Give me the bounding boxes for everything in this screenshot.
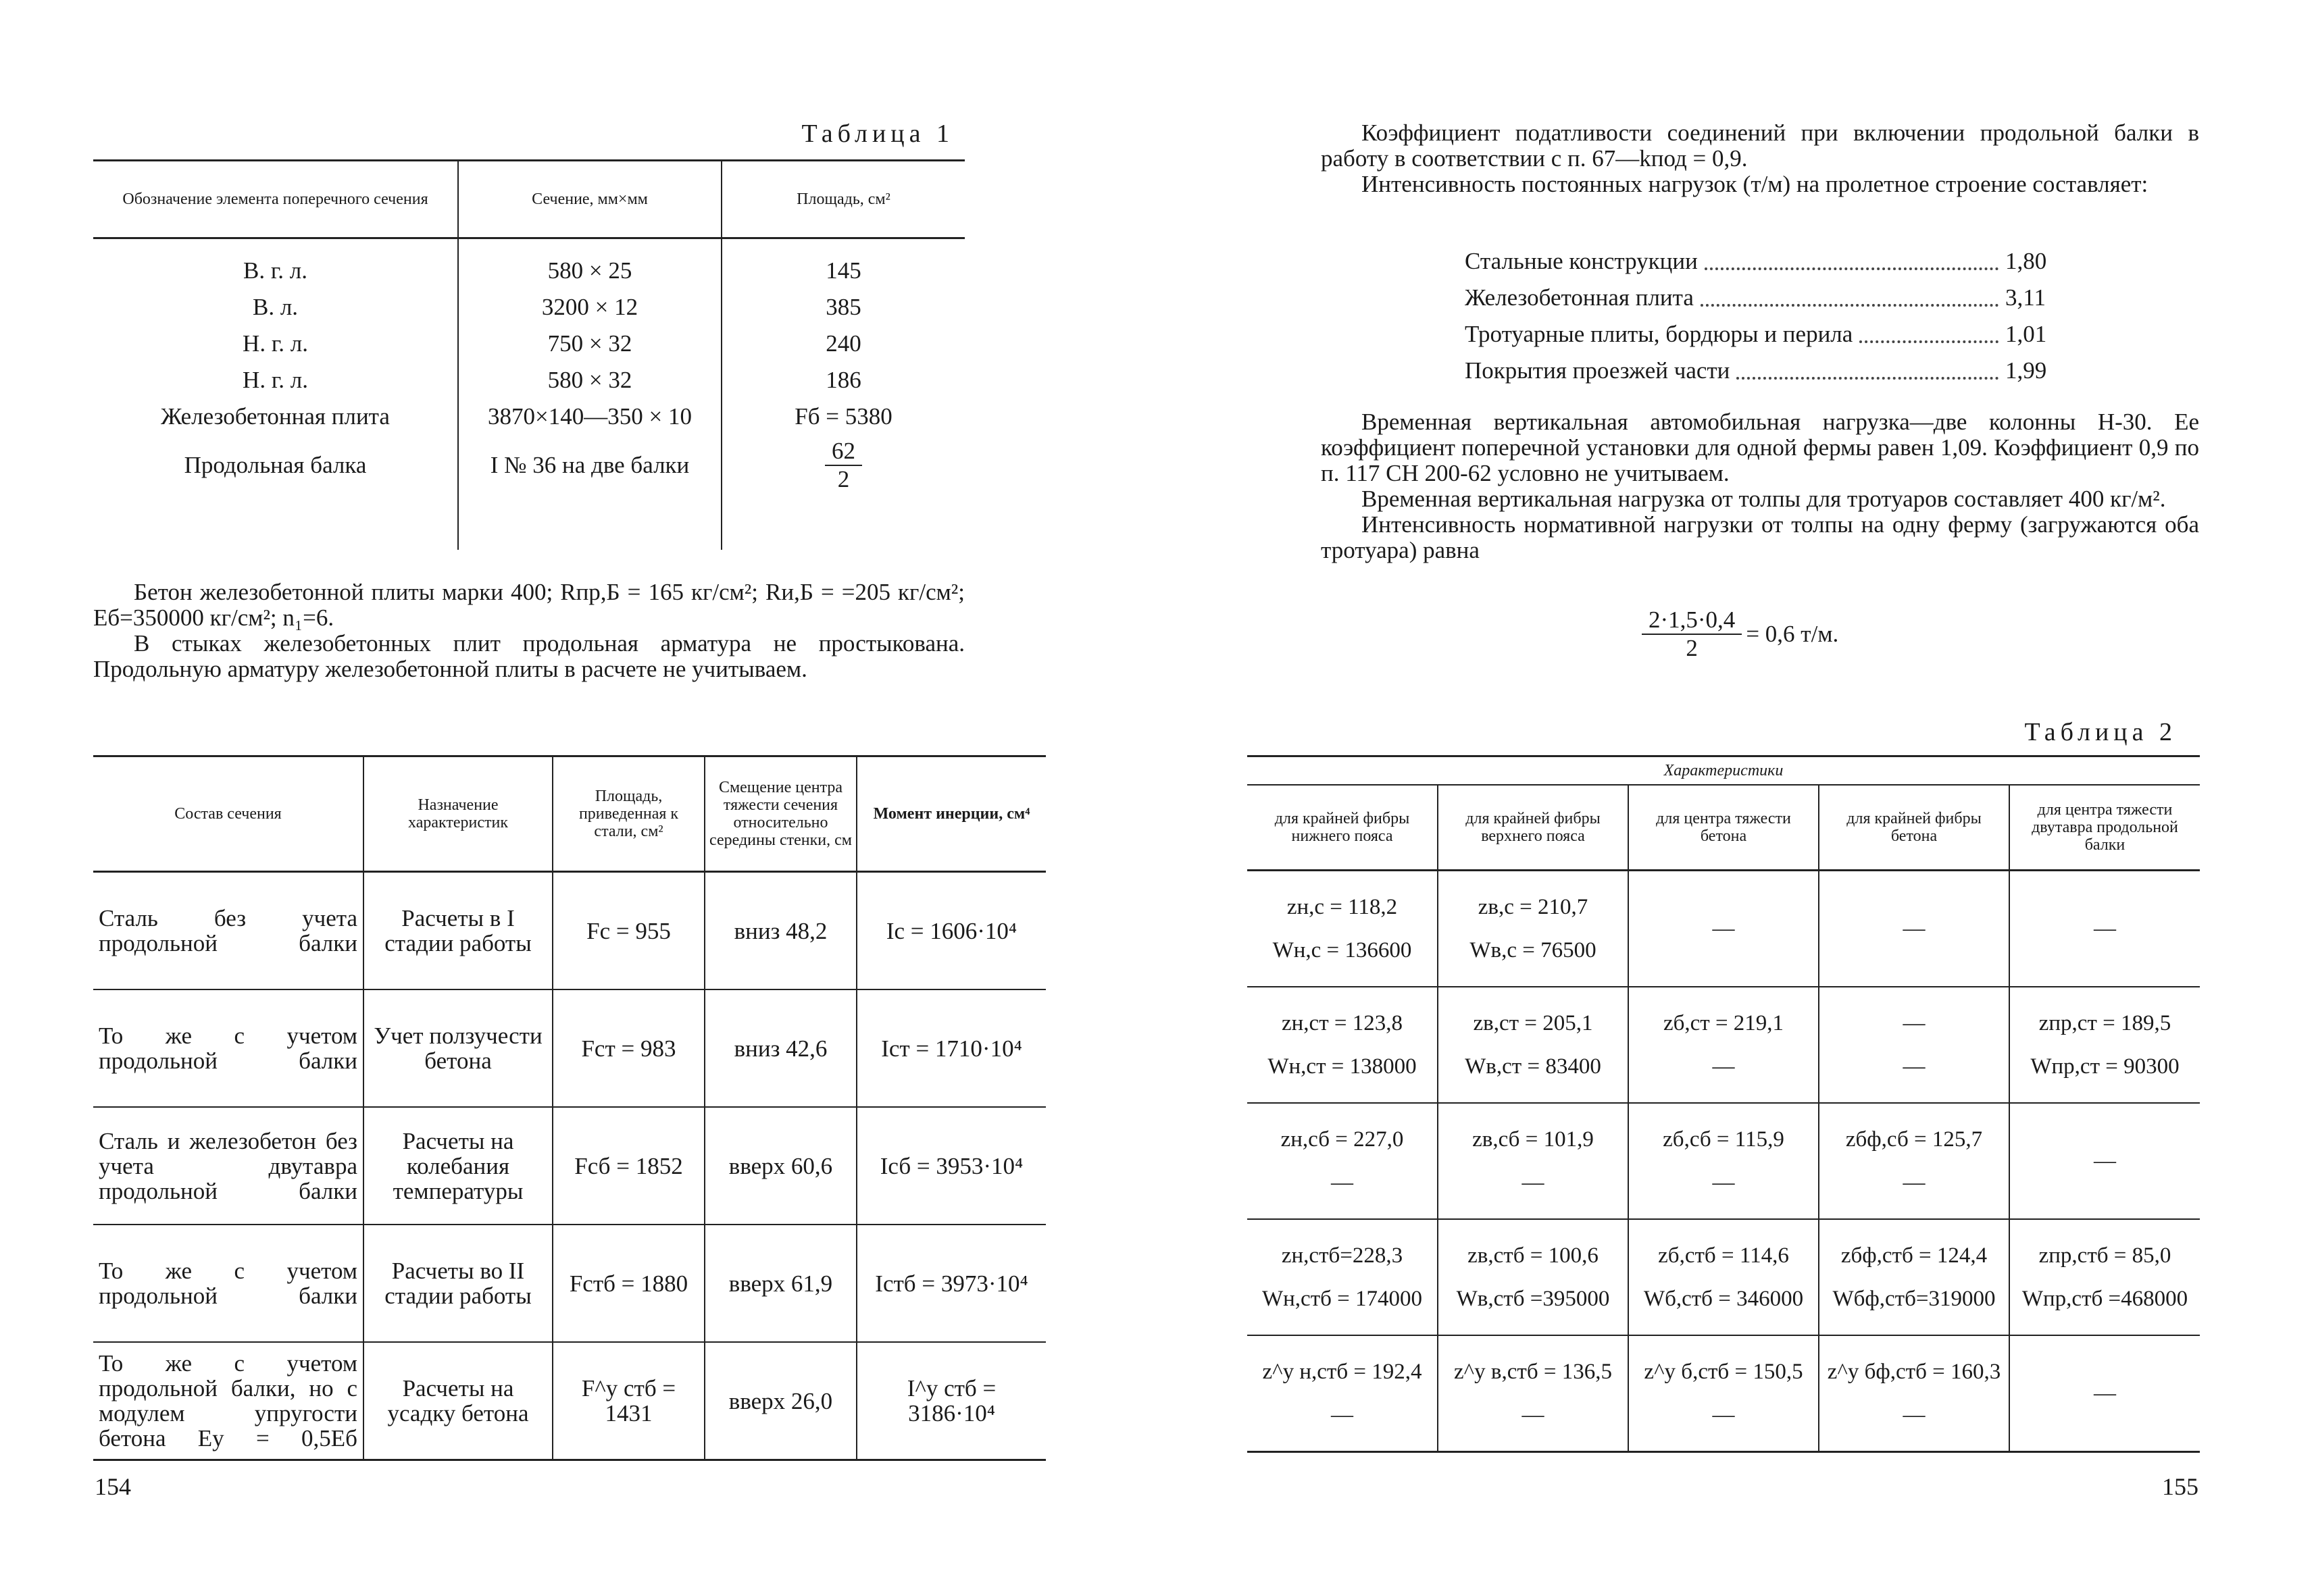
table-cell: zпр,ст = 189,5 Wпр,ст = 90300: [2009, 987, 2200, 1103]
left-text-block: [93, 580, 965, 682]
table-cell: Расчеты в I стадии работы: [363, 872, 553, 990]
table-cell: —: [1819, 871, 2009, 987]
table-cell: Сталь и железобетон без учета двутавра продольной балки: [99, 1127, 357, 1204]
table-cell: Расчеты во II стадии работы: [363, 1225, 553, 1342]
table-cell: zн,сб = 227,0 —: [1280, 1127, 1404, 1195]
table-cell: 186: [722, 362, 965, 398]
table-cell: Iстб = 3973·10⁴: [857, 1225, 1046, 1342]
right-text-block-top: [1321, 120, 2199, 197]
table-cell: Iсб = 3953·10⁴: [857, 1107, 1046, 1225]
table-cell: zб,стб = 114,6 Wб,стб = 346000: [1628, 1219, 1819, 1335]
table-cell: —: [1628, 871, 1819, 987]
table-cell: Iс = 1606·10⁴: [857, 872, 1046, 990]
table-section-properties: [93, 755, 1046, 1461]
table-row: [93, 435, 965, 496]
table1-caption: Таблица 1: [801, 120, 954, 148]
paragraph: Временная вертикальная нагрузка от толпы для тротуаров составляет 400 кг/м².: [1361, 486, 2166, 512]
table-row: [93, 1342, 1046, 1460]
paragraph: Бетон железобетонной плиты марки 400; Rпр,Б = 165 кг/см²; Rи,Б = =205 кг/см²; Еб=350000 кг/см²; n₁=6.: [93, 579, 965, 631]
table-cell: zв,ст = 205,1 Wв,ст = 83400: [1438, 987, 1628, 1103]
table-row: [93, 253, 965, 289]
table-cell: zбф,сб = 125,7 —: [1819, 1103, 2009, 1219]
table3-header: для центра тяжести двутавра продольной балки: [2009, 785, 2200, 871]
table-cell: z^у бф,стб = 160,3 —: [1819, 1335, 2009, 1452]
table-cell: —: [2009, 1335, 2200, 1452]
table-cell: zв,стб = 100,6 Wв,стб =395000: [1438, 1219, 1628, 1335]
table3-header-row: [1247, 785, 2200, 871]
dead-load-list: [1465, 243, 2053, 389]
page-number-right: 155: [2162, 1473, 2198, 1500]
table-row: [1247, 1335, 2200, 1452]
table-cell: [722, 435, 965, 496]
table-cell: —: [2009, 871, 2200, 987]
table-cell: 240: [722, 326, 965, 362]
table-cell: То же с учетом продольной балки: [99, 1023, 357, 1074]
table1: [93, 159, 965, 550]
table3-header: для крайней фибры нижнего пояса: [1274, 810, 1410, 845]
table-cell: z^у н,стб = 192,4 —: [1262, 1360, 1422, 1427]
table-cell: 580 × 32: [458, 362, 722, 398]
table2-header: Момент инерции, см⁴: [857, 756, 1046, 872]
table1-header: Обозначение элемента поперечного сечения: [122, 190, 428, 208]
table-cell: Сталь без учета продольной балки: [99, 905, 357, 956]
table-row: [93, 362, 965, 398]
table-cell: —: [2009, 1103, 2200, 1219]
table-cell: — —: [1819, 987, 2009, 1103]
table-cell: Fст = 983: [553, 989, 705, 1107]
table3-header: для крайней фибры бетона: [1819, 785, 2009, 871]
table-row: [1247, 1103, 2200, 1219]
table-cell: 385: [722, 289, 965, 326]
table-cell: Fсб = 1852: [553, 1107, 705, 1225]
table-cell: zн,стб=228,3 Wн,стб = 174000: [1261, 1243, 1423, 1311]
table1-header: Площадь, см²: [722, 161, 965, 238]
table3-header: для центра тяжести бетона: [1628, 785, 1819, 871]
table-row: [93, 1107, 1046, 1225]
table-cell: вверх 26,0: [705, 1342, 857, 1460]
list-item: Железобетонная плита 3,11: [1465, 280, 2053, 316]
table-row: [93, 1225, 1046, 1342]
table-cell: 3870×140—350 × 10: [458, 398, 722, 435]
table-row: [93, 289, 965, 326]
table-cell: 580 × 25: [458, 253, 722, 289]
paragraph: Коэффициент податливости соединений при включении продольной балки в работу в соответствии с п. 67—kпод = 0,9.: [1321, 120, 2199, 172]
table-cell: 3200 × 12: [458, 289, 722, 326]
table2-header: Назначение характеристик: [363, 756, 553, 872]
table-cell: I^у стб = 3186·10⁴: [857, 1342, 1046, 1460]
table-cell: вверх 60,6: [705, 1107, 857, 1225]
table1-header-row: [93, 161, 965, 238]
table-cell: вниз 42,6: [705, 989, 857, 1107]
table-cell: zбф,стб = 124,4 Wбф,стб=319000: [1819, 1219, 2009, 1335]
page-number-left: 154: [95, 1473, 131, 1500]
paragraph: В стыках железобетонных плит продольная арматура не простыкована. Продольную арматуру железобетонной плиты в расчете не учитываем.: [93, 630, 965, 682]
table-row: [93, 872, 1046, 990]
table-cell: Iст = 1710·10⁴: [857, 989, 1046, 1107]
table-characteristics: [1247, 755, 2200, 1453]
table-cell: z^у в,стб = 136,5 —: [1438, 1335, 1628, 1452]
table-cell: 145: [722, 253, 965, 289]
right-text-block-middle: [1321, 409, 2199, 563]
group-header: Характеристики: [1663, 762, 1784, 779]
paragraph: Интенсивность постоянных нагрузок (т/м) на пролетное строение составляет:: [1361, 171, 2148, 197]
table2-header: Состав сечения: [174, 805, 282, 823]
table-cell: Н. г. л.: [243, 330, 308, 357]
fraction: $\frac{62}{2}$: [825, 438, 862, 493]
table-cell: zн,с = 118,2 Wн,с = 136600: [1272, 895, 1412, 962]
table-cell: Расчеты на колебания температуры: [363, 1107, 553, 1225]
table-cell: zб,ст = 219,1 —: [1628, 987, 1819, 1103]
table-cell: Fб = 5380: [722, 398, 965, 435]
table-cell: Fс = 955: [553, 872, 705, 990]
list-item: Тротуарные плиты, бордюры и перила 1,01: [1465, 316, 2053, 353]
table3-header: для крайней фибры верхнего пояса: [1438, 785, 1628, 871]
table-cell: zв,сб = 101,9 —: [1438, 1103, 1628, 1219]
paragraph: Временная вертикальная автомобильная нагрузка—две колонны Н-30. Ее коэффициент поперечной установки для одной фермы равен 1,09. Коэффициент 0,9 по п. 117 СН 200-62 условно не учитываем.: [1321, 409, 2199, 486]
table-cell: z^у б,стб = 150,5 —: [1628, 1335, 1819, 1452]
table-cell: I № 36 на две балки: [458, 435, 722, 496]
list-item: Покрытия проезжей части 1,99: [1465, 353, 2053, 389]
table-row: [1247, 871, 2200, 987]
table-cell: Fстб = 1880: [553, 1225, 705, 1342]
table-cell: То же с учетом продольной балки, но с модулем упругости бетона Еу = 0,5Еб: [99, 1350, 357, 1451]
table-cell: В. л.: [252, 294, 299, 320]
table-cell: Расчеты на усадку бетона: [363, 1342, 553, 1460]
table-row: [93, 989, 1046, 1107]
table-cell: zн,ст = 123,8 Wн,ст = 138000: [1267, 1011, 1417, 1079]
table-cell: То же с учетом продольной балки: [99, 1258, 357, 1309]
table-cell: zпр,стб = 85,0 Wпр,стб =468000: [2009, 1219, 2200, 1335]
table-cell: Учет ползучести бетона: [363, 989, 553, 1107]
table1-header: Сечение, мм×мм: [458, 161, 722, 238]
table-row: [1247, 1219, 2200, 1335]
table-cell: Продольная балка: [184, 452, 367, 478]
table-cell: вверх 61,9: [705, 1225, 857, 1342]
table-cell: В. г. л.: [243, 257, 307, 284]
table-cell: 750 × 32: [458, 326, 722, 362]
table-cell: Н. г. л.: [243, 367, 308, 393]
crowd-load-formula: $\frac{2\cdot 1,5\cdot 0,4}{2}$ = 0,6 т/м.: [1642, 607, 1838, 662]
table-cell: zб,сб = 115,9 —: [1628, 1103, 1819, 1219]
table-cell: F^у стб = 1431: [553, 1342, 705, 1460]
table2-caption: Таблица 2: [2024, 718, 2177, 746]
table2-header-row: [93, 756, 1046, 872]
table-cell: Железобетонная плита: [161, 403, 390, 430]
table2-header: Смещение центра тяжести сечения относительно середины стенки, см: [705, 756, 857, 872]
list-item: Стальные конструкции 1,80: [1465, 243, 2053, 280]
table-cell: вниз 48,2: [705, 872, 857, 990]
table-row: [93, 398, 965, 435]
paragraph: Интенсивность нормативной нагрузки от толпы на одну ферму (загружаются оба тротуара) равна: [1321, 511, 2199, 563]
table-row: [1247, 987, 2200, 1103]
table-cell: zв,с = 210,7 Wв,с = 76500: [1438, 871, 1628, 987]
table2-header: Площадь, приведенная к стали, см²: [553, 756, 705, 872]
table-row: [93, 326, 965, 362]
